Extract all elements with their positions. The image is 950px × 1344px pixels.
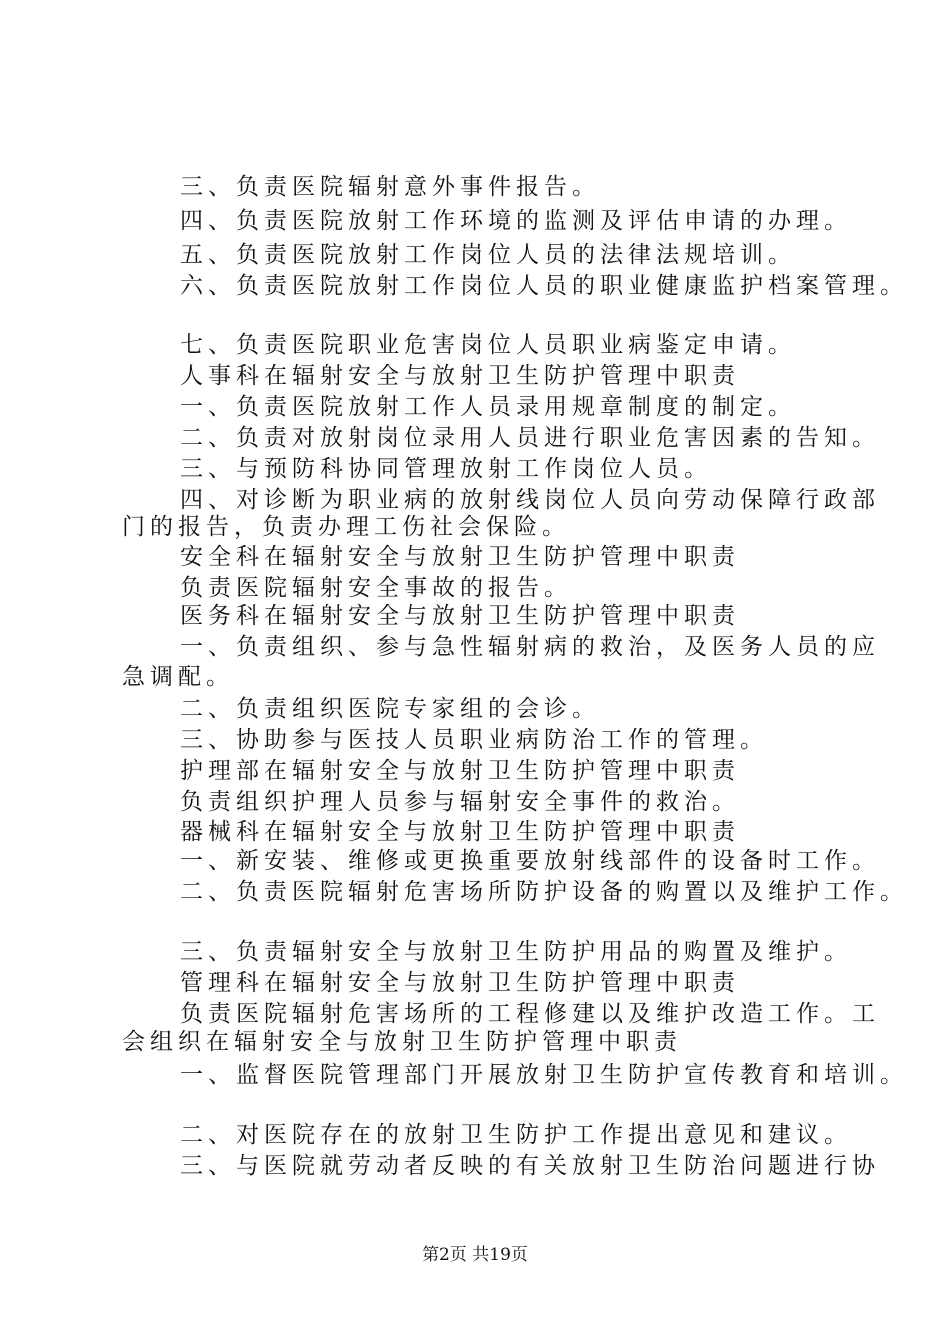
- text-line: 负责组织护理人员参与辐射安全事件的救治。: [180, 789, 740, 815]
- section-heading: 器械科在辐射安全与放射卫生防护管理中职责: [180, 819, 740, 845]
- text-line: 三、负责辐射安全与放射卫生防护用品的购置及维护。: [180, 939, 852, 965]
- text-line: 三、与医院就劳动者反映的有关放射卫生防治问题进行协: [180, 1153, 880, 1179]
- text-line: 七、负责医院职业危害岗位人员职业病鉴定申请。: [180, 332, 796, 358]
- text-line: 二、负责医院辐射危害场所防护设备的购置以及维护工作。: [180, 879, 908, 905]
- text-line: 急调配。: [122, 664, 234, 690]
- text-line: 四、负责医院放射工作环境的监测及评估申请的办理。: [180, 208, 852, 234]
- text-line: 一、监督医院管理部门开展放射卫生防护宣传教育和培训。: [180, 1062, 908, 1088]
- text-line: 一、负责组织、参与急性辐射病的救治，及医务人员的应: [180, 634, 880, 660]
- text-line: 一、新安装、维修或更换重要放射线部件的设备时工作。: [180, 848, 880, 874]
- text-line: 负责医院辐射危害场所的工程修建以及维护改造工作。工: [180, 1001, 880, 1027]
- section-heading: 人事科在辐射安全与放射卫生防护管理中职责: [180, 363, 740, 389]
- text-line: 三、负责医院辐射意外事件报告。: [180, 174, 600, 200]
- section-heading: 管理科在辐射安全与放射卫生防护管理中职责: [180, 970, 740, 996]
- text-line: 三、协助参与医技人员职业病防治工作的管理。: [180, 727, 768, 753]
- text-line: 一、负责医院放射工作人员录用规章制度的制定。: [180, 394, 796, 420]
- text-line: 门的报告，负责办理工伤社会保险。: [122, 514, 570, 540]
- text-line: 三、与预防科协同管理放射工作岗位人员。: [180, 456, 712, 482]
- text-line: 五、负责医院放射工作岗位人员的法律法规培训。: [180, 242, 796, 268]
- text-line: 六、负责医院放射工作岗位人员的职业健康监护档案管理。: [180, 273, 908, 299]
- page-number-footer: 第2页 共19页: [422, 1245, 528, 1265]
- section-heading: 护理部在辐射安全与放射卫生防护管理中职责: [180, 758, 740, 784]
- text-line: 会组织在辐射安全与放射卫生防护管理中职责: [122, 1029, 682, 1055]
- text-line: 二、对医院存在的放射卫生防护工作提出意见和建议。: [180, 1122, 852, 1148]
- section-heading: 安全科在辐射安全与放射卫生防护管理中职责: [180, 544, 740, 570]
- text-line: 四、对诊断为职业病的放射线岗位人员向劳动保障行政部: [180, 487, 880, 513]
- text-line: 二、负责对放射岗位录用人员进行职业危害因素的告知。: [180, 425, 880, 451]
- section-heading: 医务科在辐射安全与放射卫生防护管理中职责: [180, 603, 740, 629]
- text-line: 负责医院辐射安全事故的报告。: [180, 575, 572, 601]
- text-line: 二、负责组织医院专家组的会诊。: [180, 696, 600, 722]
